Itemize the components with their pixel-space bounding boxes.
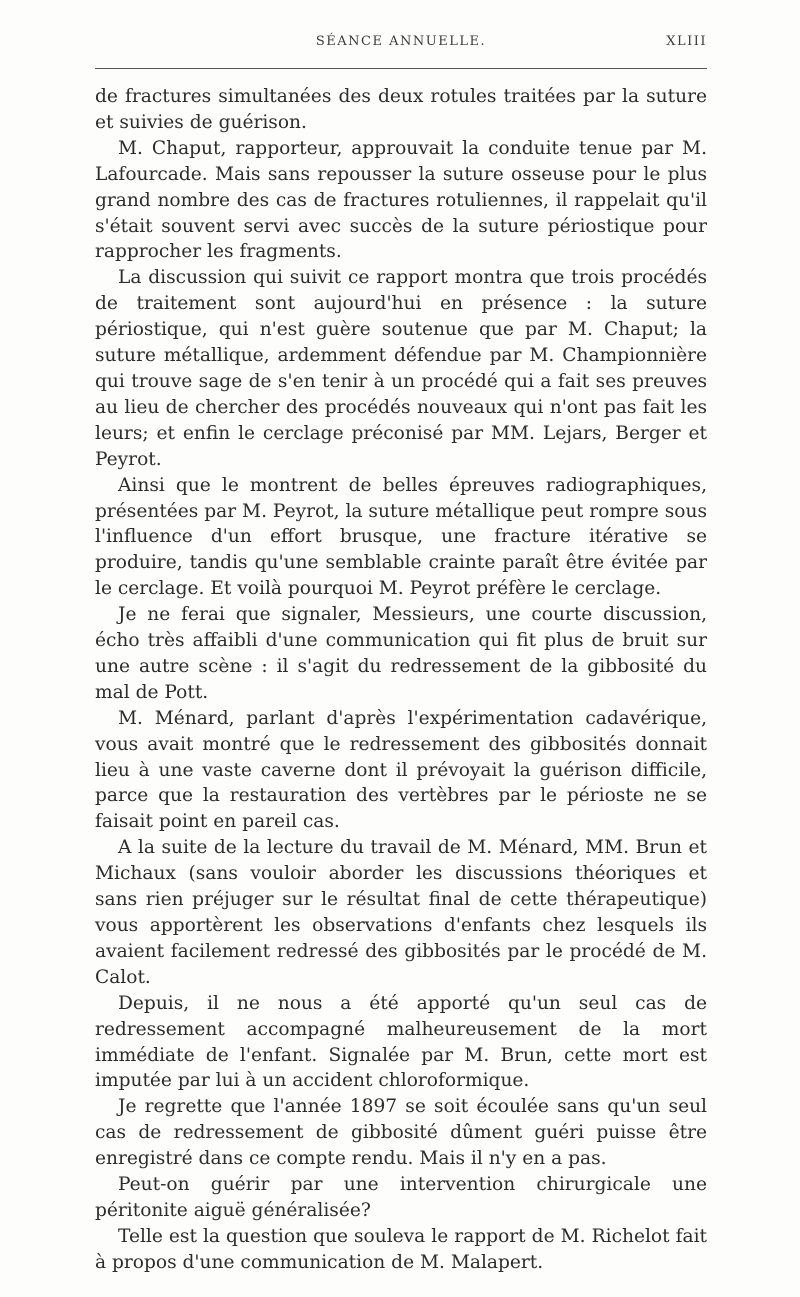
running-title: SÉANCE ANNUELLE.: [315, 34, 487, 49]
page-number: XLIII: [666, 34, 707, 49]
paragraph-continued: de fractures simultanées des deux rotules traitées par la suture et suivies de guérison.: [95, 86, 707, 133]
paragraph: A la suite de la lecture du travail de M. Ménard, MM. Brun et Michaux (sans vouloir aborder les discussions théoriques et sans rien préjuger sur le résultat final de cette thérapeutique) vous apportèrent les observations d'enfants chez lesquels ils avaient facilement redressé des gibbosités par le procédé de M. Calot.: [95, 837, 707, 988]
paragraph: Je regrette que l'année 1897 se soit écoulée sans qu'un seul cas de redressement de gibbosité dûment guéri puisse être enregistré dans ce compte rendu. Mais il n'y en a pas.: [95, 1096, 707, 1170]
paragraph: Ainsi que le montrent de belles épreuves radiographiques, présentées par M. Peyrot, la suture métallique peut rompre sous l'influence d'un effort brusque, une fracture itérative se produire, tandis qu'une semblable crainte paraît être évitée par le cerclage. Et voilà pourquoi M. Peyrot préfère le cerclage.: [95, 474, 707, 600]
paragraph: Depuis, il ne nous a été apporté qu'un seul cas de redressement accompagné malheureusement de la mort immédiate de l'enfant. Signalée par M. Brun, cette mort est imputée par lui à un accident chloroformique.: [95, 992, 707, 1092]
paragraph: La discussion qui suivit ce rapport montra que trois procédés de traitement sont aujourd'hui en présence : la suture périostique, qui n'est guère soutenue que par M. Chaput; la suture métallique, ardemment défendue par M. Championnière qui trouve sage de s'en tenir à un procédé qui a fait ses preuves au lieu de chercher des procédés nouveaux qui n'ont pas fait les leurs; et enfin le cerclage préconisé par MM. Lejars, Berger et Peyrot.: [95, 267, 707, 470]
paragraph: M. Chaput, rapporteur, approuvait la conduite tenue par M. Lafourcade. Mais sans repousser la suture osseuse pour le plus grand nombre des cas de fractures rotuliennes, il rappelait qu'il s'était souvent servi avec succès de la suture périostique pour rapprocher les fragments.: [95, 137, 707, 263]
header-rule: [95, 68, 707, 69]
body-text: [95, 84, 707, 1276]
page-header: [95, 34, 707, 56]
paragraph: Peut-on guérir par une intervention chirurgicale une péritonite aiguë généralisée?: [95, 1174, 707, 1221]
paragraph: M. Ménard, parlant d'après l'expérimentation cadavérique, vous avait montré que le redressement des gibbosités donnait lieu à une vaste caverne dont il prévoyait la guérison difficile, parce que la restauration des vertèbres par le périoste ne se faisait point en pareil cas.: [95, 707, 707, 833]
paragraph: Je ne ferai que signaler, Messieurs, une courte discussion, écho très affaibli d'une communication qui fit plus de bruit sur une autre scène : il s'agit du redressement de la gibbosité du mal de Pott.: [95, 604, 707, 703]
paragraph: Telle est la question que souleva le rapport de M. Richelot fait à propos d'une communication de M. Malapert.: [95, 1225, 707, 1273]
